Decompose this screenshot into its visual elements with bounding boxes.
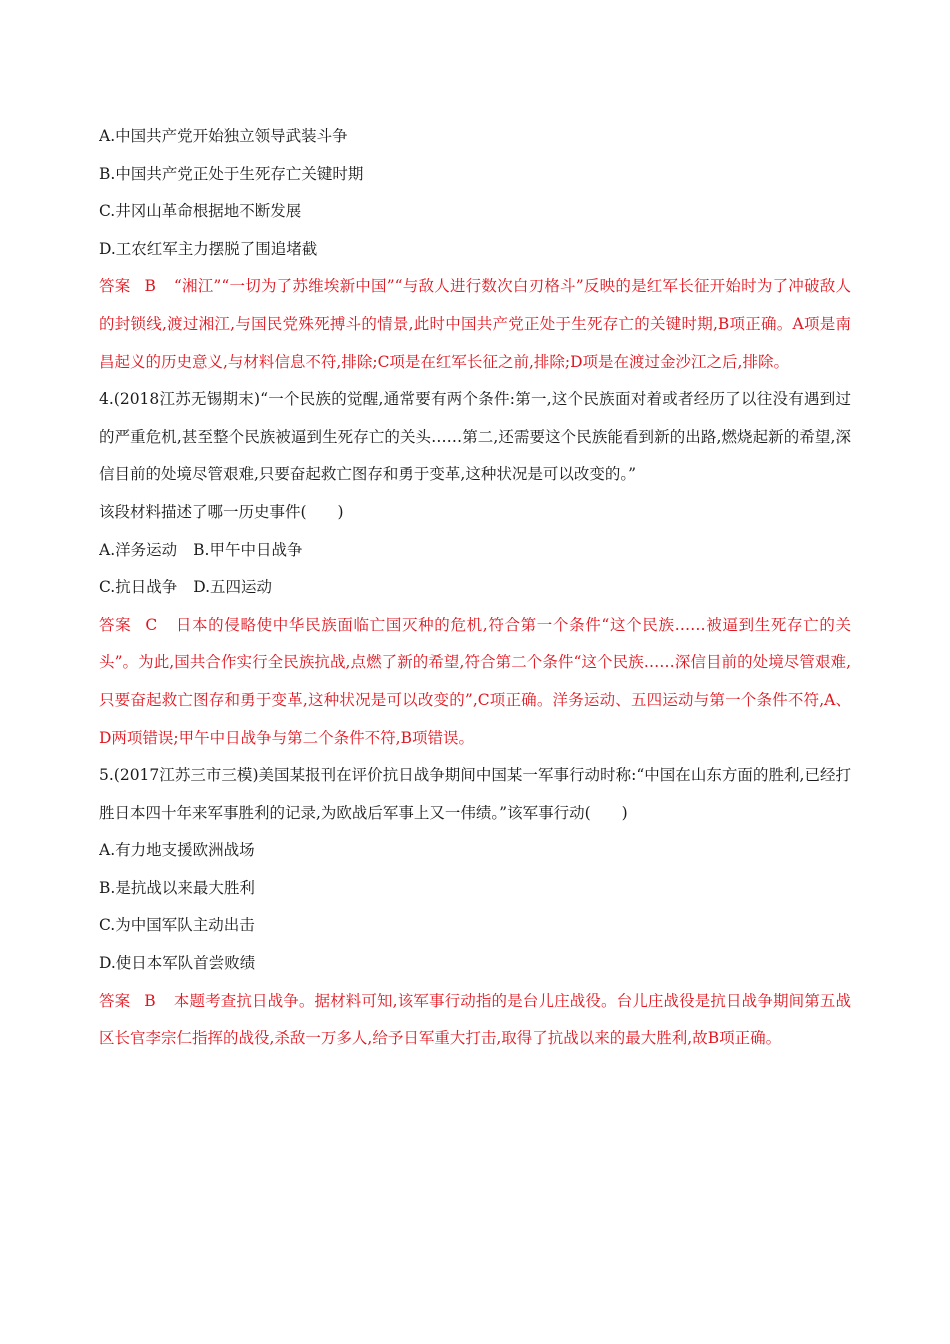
answer-label: 答案	[99, 615, 132, 634]
question-4	[99, 381, 851, 757]
q3-option-a: A.中国共产党开始独立领导武装斗争	[99, 127, 348, 145]
answer-label: 答案	[99, 991, 131, 1010]
question-5	[99, 757, 851, 1058]
question-3	[99, 118, 851, 381]
q4-stem: 4.(2018江苏无锡期末)“一个民族的觉醒,通常要有两个条件:第一,这个民族面对着或者经历了以往没有遇到过的严重危机,甚至整个民族被逼到生死存亡的关头……第二,还需要这个民族能看到新的出路,燃烧起新的希望,深信目前的处境尽管艰难,只要奋起救亡图存和勇于变革,这种状况是可以改变的。”	[99, 390, 851, 484]
q4-options-row-1	[99, 532, 851, 570]
q4-question: 该段材料描述了哪一历史事件( )	[99, 502, 344, 521]
q4-option-a: A.洋务运动	[99, 540, 178, 559]
q5-stem: 5.(2017江苏三市三模)美国某报刊在评价抗日战争期间中国某一军事行动时称:“中国在山东方面的胜利,已经打胜日本四十年来军事胜利的记录,为欧战后军事上又一伟绩。”该军事行动( )	[99, 766, 851, 822]
q5-option-a: A.有力地支援欧洲战场	[99, 841, 255, 860]
document-page	[99, 118, 851, 1058]
q3-option-d: D.工农红军主力摆脱了围追堵截	[99, 239, 318, 258]
answer-letter: B	[144, 991, 156, 1010]
answer-explanation: 日本的侵略使中华民族面临亡国灭种的危机,符合第一个条件“这个民族……被逼到生死存亡的关头”。为此,国共合作实行全民族抗战,点燃了新的希望,符合第二个条件“这个民族……深信目前的处境尽管艰难,只要奋起救亡图存和勇于变革,这种状况是可以改变的”,C项正确。洋务运动、五四运动与第一个条件不符,A、D两项错误;甲午中日战争与第二个条件不符,B项错误。	[99, 615, 851, 747]
q5-option-b: B.是抗战以来最大胜利	[99, 878, 255, 897]
q4-options-row-2	[99, 569, 851, 607]
q5-answer	[99, 983, 851, 1058]
answer-label: 答案	[99, 277, 131, 296]
q4-option-d: D.五四运动	[193, 578, 273, 597]
answer-explanation: 本题考查抗日战争。据材料可知,该军事行动指的是台儿庄战役。台儿庄战役是抗日战争期间第五战区长官李宗仁指挥的战役,杀敌一万多人,给予日军重大打击,取得了抗战以来的最大胜利,故B项正确。	[99, 991, 851, 1048]
q4-answer	[99, 607, 851, 757]
q3-option-b: B.中国共产党正处于生死存亡关键时期	[99, 164, 364, 183]
q4-option-c: C.抗日战争	[99, 578, 178, 597]
q3-option-c: C.井冈山革命根据地不断发展	[99, 202, 302, 221]
answer-letter: B	[144, 277, 156, 296]
answer-letter: C	[145, 615, 158, 634]
q4-option-b: B.甲午中日战争	[193, 540, 303, 559]
q5-option-c: C.为中国军队主动出击	[99, 916, 255, 935]
q5-option-d: D.使日本军队首尝败绩	[99, 954, 256, 973]
answer-explanation: “湘江”“一切为了苏维埃新中国”“与敌人进行数次白刃格斗”反映的是红军长征开始时为了冲破敌人的封锁线,渡过湘江,与国民党殊死搏斗的情景,此时中国共产党正处于生死存亡的关键时期,B项正确。A项是南昌起义的历史意义,与材料信息不符,排除;C项是在红军长征之前,排除;D项是在渡过金沙江之后,排除。	[99, 277, 851, 371]
q3-answer	[99, 268, 851, 381]
